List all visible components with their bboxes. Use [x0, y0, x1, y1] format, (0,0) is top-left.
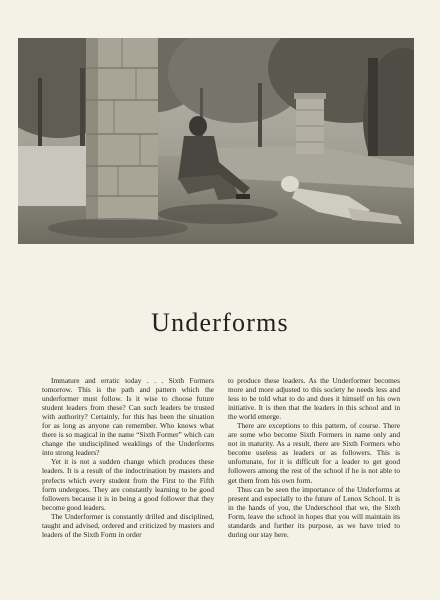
students-resting-by-stone-gate-photo	[18, 38, 414, 244]
left-column	[42, 376, 214, 539]
paragraph: Immature and erratic today . . . Sixth Formers tomorrow. This is the path and pattern which the underformer must follow. Is it wise to choose future student leaders from these? Can such leaders be trusted with authority? Certainly, for this has been the situation for as long as anyone can remember. Who knows what there is so magical in the name “Sixth Former” which can change the undisciplined weaklings of the Underforms into strong leaders?	[42, 376, 214, 458]
paragraph: Thus can be seen the importance of the Underforms at present and especially to the future of Lenox School. It is in the hands of you, the Underschool that we, the Sixth Form, leave the school in hopes that you will maintain its standards and further its purpose, as we have tried to during our stay here.	[228, 484, 400, 539]
photo-illustration	[18, 38, 414, 244]
right-column	[228, 376, 400, 539]
paragraph: Yet it is not a sudden change which produces these leaders. It is a result of the indoctrination by masters and prefects which every student from the First to the Fifth form undergoes. They are constantly learning to be good followers because it is in being a good follower that they become good leaders.	[42, 457, 214, 512]
paragraph: to produce these leaders. As the Underformer becomes more and more adjusted to this society he needs less and less to be told what to do and does it himself on his own initiative. It is then that the leaders in this school and in the world emerge.	[228, 376, 400, 422]
article-body	[42, 376, 400, 539]
paragraph: There are exceptions to this pattern, of course. There are some who become Sixth Formers in name only and not in maturity. As a result, there are Sixth Formers who become useless as leaders or as followers. This is unfortunate, for it is difficult for a leader to get good followers among the rest of the school if he is not able to get them from his own form.	[228, 421, 400, 485]
paragraph: The Underformer is constantly drilled and disciplined, taught and advised, ordered and criticized by masters and leaders of the Sixth Form in order	[42, 511, 214, 539]
page-title: Underforms	[151, 308, 289, 337]
